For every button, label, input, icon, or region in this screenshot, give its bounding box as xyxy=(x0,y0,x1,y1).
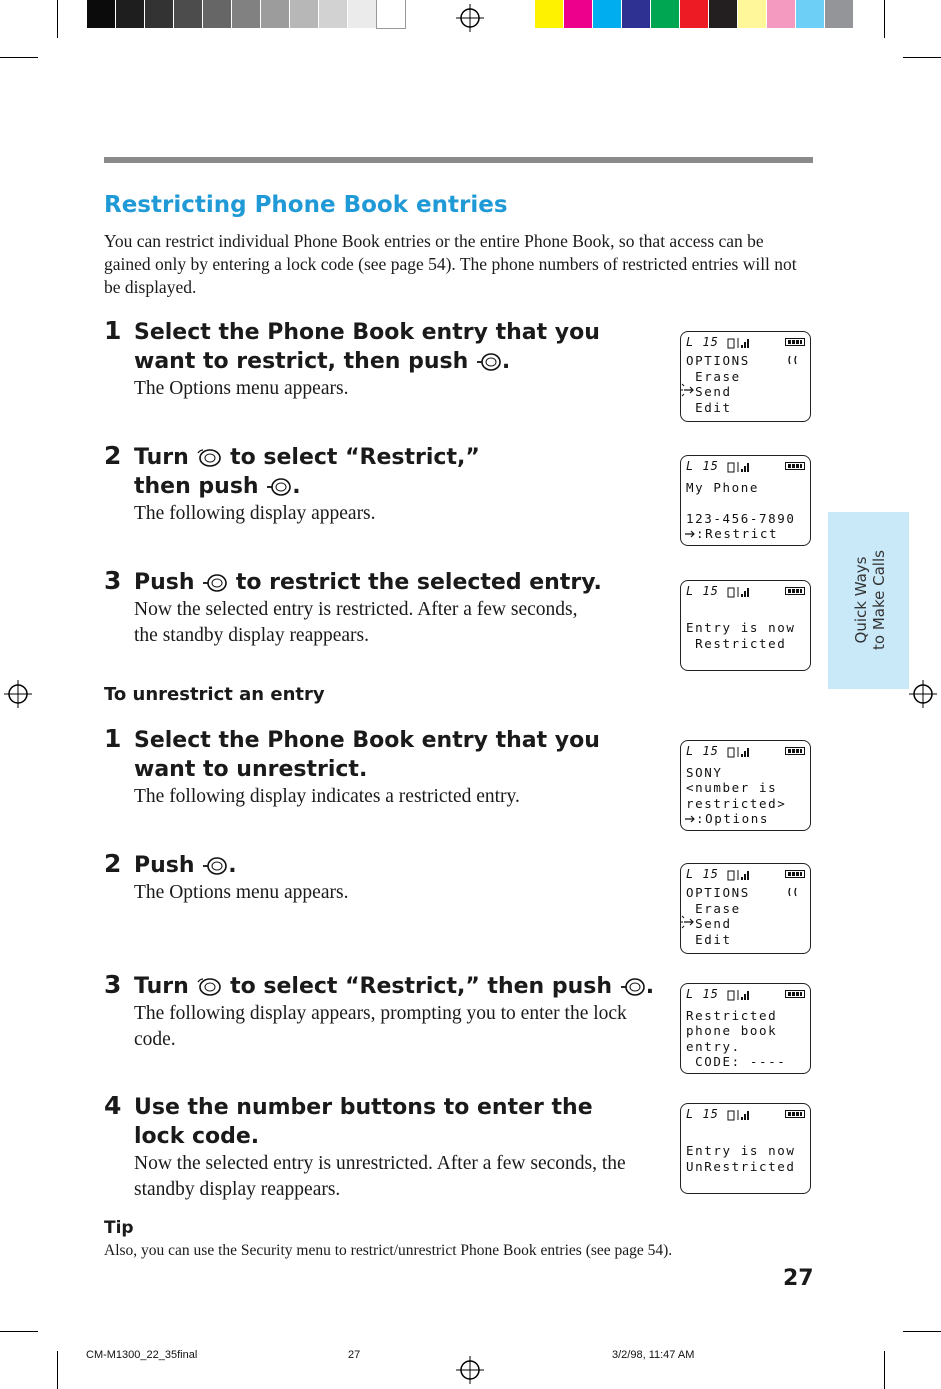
gray-swatch xyxy=(377,0,405,28)
signal-strength-icon xyxy=(726,746,752,758)
battery-icon xyxy=(785,990,805,998)
registration-mark-icon xyxy=(909,680,937,708)
phone-icon xyxy=(787,354,807,366)
crop-mark xyxy=(903,57,941,58)
color-swatch xyxy=(767,0,795,28)
step-unrestrict-3: 3 Turn to select “Restrict,” then push . The following display appears, prompting you to enter the lock code. xyxy=(104,970,655,1050)
subheading-unrestrict: To unrestrict an entry xyxy=(104,684,325,705)
registration-mark-icon xyxy=(456,1356,484,1384)
blinking-cursor-icon xyxy=(681,915,697,929)
step-restrict-2: 2 Turn to select “Restrict,” then push . The following display appears. xyxy=(104,441,480,524)
slug-date: 3/2/98, 11:47 AM xyxy=(612,1349,695,1361)
color-swatch xyxy=(593,0,621,28)
jog-push-icon xyxy=(620,976,646,998)
section-title: Restricting Phone Book entries xyxy=(104,192,508,218)
header-rule xyxy=(104,157,813,163)
blinking-cursor-icon xyxy=(681,383,697,397)
lcd-restricted-entry-info: L 15 SONY <number is restricted> :Options xyxy=(680,740,811,831)
lcd-options-menu: L 15 OPTIONS Erase Send Edit xyxy=(680,331,811,422)
signal-strength-icon xyxy=(726,461,752,473)
jog-arrow-icon xyxy=(684,813,696,825)
color-swatch xyxy=(796,0,824,28)
page-number: 27 xyxy=(783,1266,814,1291)
color-swatch xyxy=(535,0,563,28)
jog-push-icon xyxy=(202,855,228,877)
battery-icon xyxy=(785,747,805,755)
crop-mark xyxy=(0,57,38,58)
gray-swatch xyxy=(87,0,115,28)
gray-swatch xyxy=(174,0,202,28)
color-swatch xyxy=(651,0,679,28)
jog-push-icon xyxy=(202,572,228,594)
tip-label: Tip xyxy=(104,1218,134,1238)
gray-swatch xyxy=(203,0,231,28)
signal-strength-icon xyxy=(726,337,752,349)
step-unrestrict-1: 1 Select the Phone Book entry that you want to unrestrict. The following display indicates a restricted entry. xyxy=(104,724,600,807)
crop-mark xyxy=(0,1331,38,1332)
lcd-restrict-entry: L 15 My Phone 123-456-7890 :Restrict xyxy=(680,455,811,546)
signal-strength-icon xyxy=(726,586,752,598)
gray-swatch xyxy=(261,0,289,28)
step-unrestrict-2: 2 Push . The Options menu appears. xyxy=(104,849,349,903)
registration-mark-icon xyxy=(456,4,484,32)
lcd-entry-restricted: L 15 Entry is now Restricted xyxy=(680,580,811,671)
signal-strength-icon xyxy=(726,869,752,881)
jog-push-icon xyxy=(266,476,292,498)
gray-swatch xyxy=(116,0,144,28)
phone-icon xyxy=(787,886,807,898)
battery-icon xyxy=(785,870,805,878)
registration-mark-icon xyxy=(4,680,32,708)
jog-turn-icon xyxy=(196,447,222,469)
color-swatch xyxy=(825,0,853,28)
tip-text: Also, you can use the Security menu to restrict/unrestrict Phone Book entries (see page 54). xyxy=(104,1242,673,1259)
crop-mark xyxy=(884,1351,885,1389)
battery-icon xyxy=(785,587,805,595)
crop-mark xyxy=(884,0,885,38)
gray-swatch xyxy=(319,0,347,28)
slug-page: 27 xyxy=(348,1349,361,1361)
slug-filename: CM-M1300_22_35final xyxy=(86,1349,198,1361)
crop-mark xyxy=(57,0,58,38)
battery-icon xyxy=(785,462,805,470)
step-restrict-3: 3 Push to restrict the selected entry. Now the selected entry is restricted. After a few seconds, the standby display reappears. xyxy=(104,566,602,646)
color-swatch xyxy=(738,0,766,28)
jog-arrow-icon xyxy=(684,528,696,540)
crop-mark xyxy=(903,1331,941,1332)
intro-paragraph: You can restrict individual Phone Book entries or the entire Phone Book, so that access can be gained only by entering a lock code (see page 54). The phone numbers of restricted entries will not be displayed. xyxy=(104,231,797,297)
color-swatch xyxy=(709,0,737,28)
signal-strength-icon xyxy=(726,1109,752,1121)
step-restrict-1: 1 Select the Phone Book entry that you want to restrict, then push . The Options menu appears. xyxy=(104,316,600,399)
crop-mark xyxy=(57,1351,58,1389)
jog-push-icon xyxy=(476,351,502,373)
battery-icon xyxy=(785,338,805,346)
signal-strength-icon xyxy=(726,989,752,1001)
color-swatch xyxy=(622,0,650,28)
gray-swatch xyxy=(348,0,376,28)
color-swatch xyxy=(680,0,708,28)
lcd-entry-unrestricted: L 15 Entry is now UnRestricted xyxy=(680,1103,811,1194)
color-swatch xyxy=(564,0,592,28)
battery-icon xyxy=(785,1110,805,1118)
jog-turn-icon xyxy=(196,976,222,998)
lcd-options-menu-2: L 15 OPTIONS Erase Send Edit xyxy=(680,863,811,954)
gray-swatch xyxy=(232,0,260,28)
lcd-enter-lock-code: L 15 Restricted phone book entry. CODE: ---- xyxy=(680,983,811,1074)
gray-swatch xyxy=(145,0,173,28)
chapter-tab-label: Quick Ways to Make Calls xyxy=(852,550,888,650)
step-unrestrict-4: 4 Use the number buttons to enter the lock code. Now the selected entry is unrestricted. After a few seconds, the standby display reappears. xyxy=(104,1091,626,1200)
gray-swatch xyxy=(290,0,318,28)
